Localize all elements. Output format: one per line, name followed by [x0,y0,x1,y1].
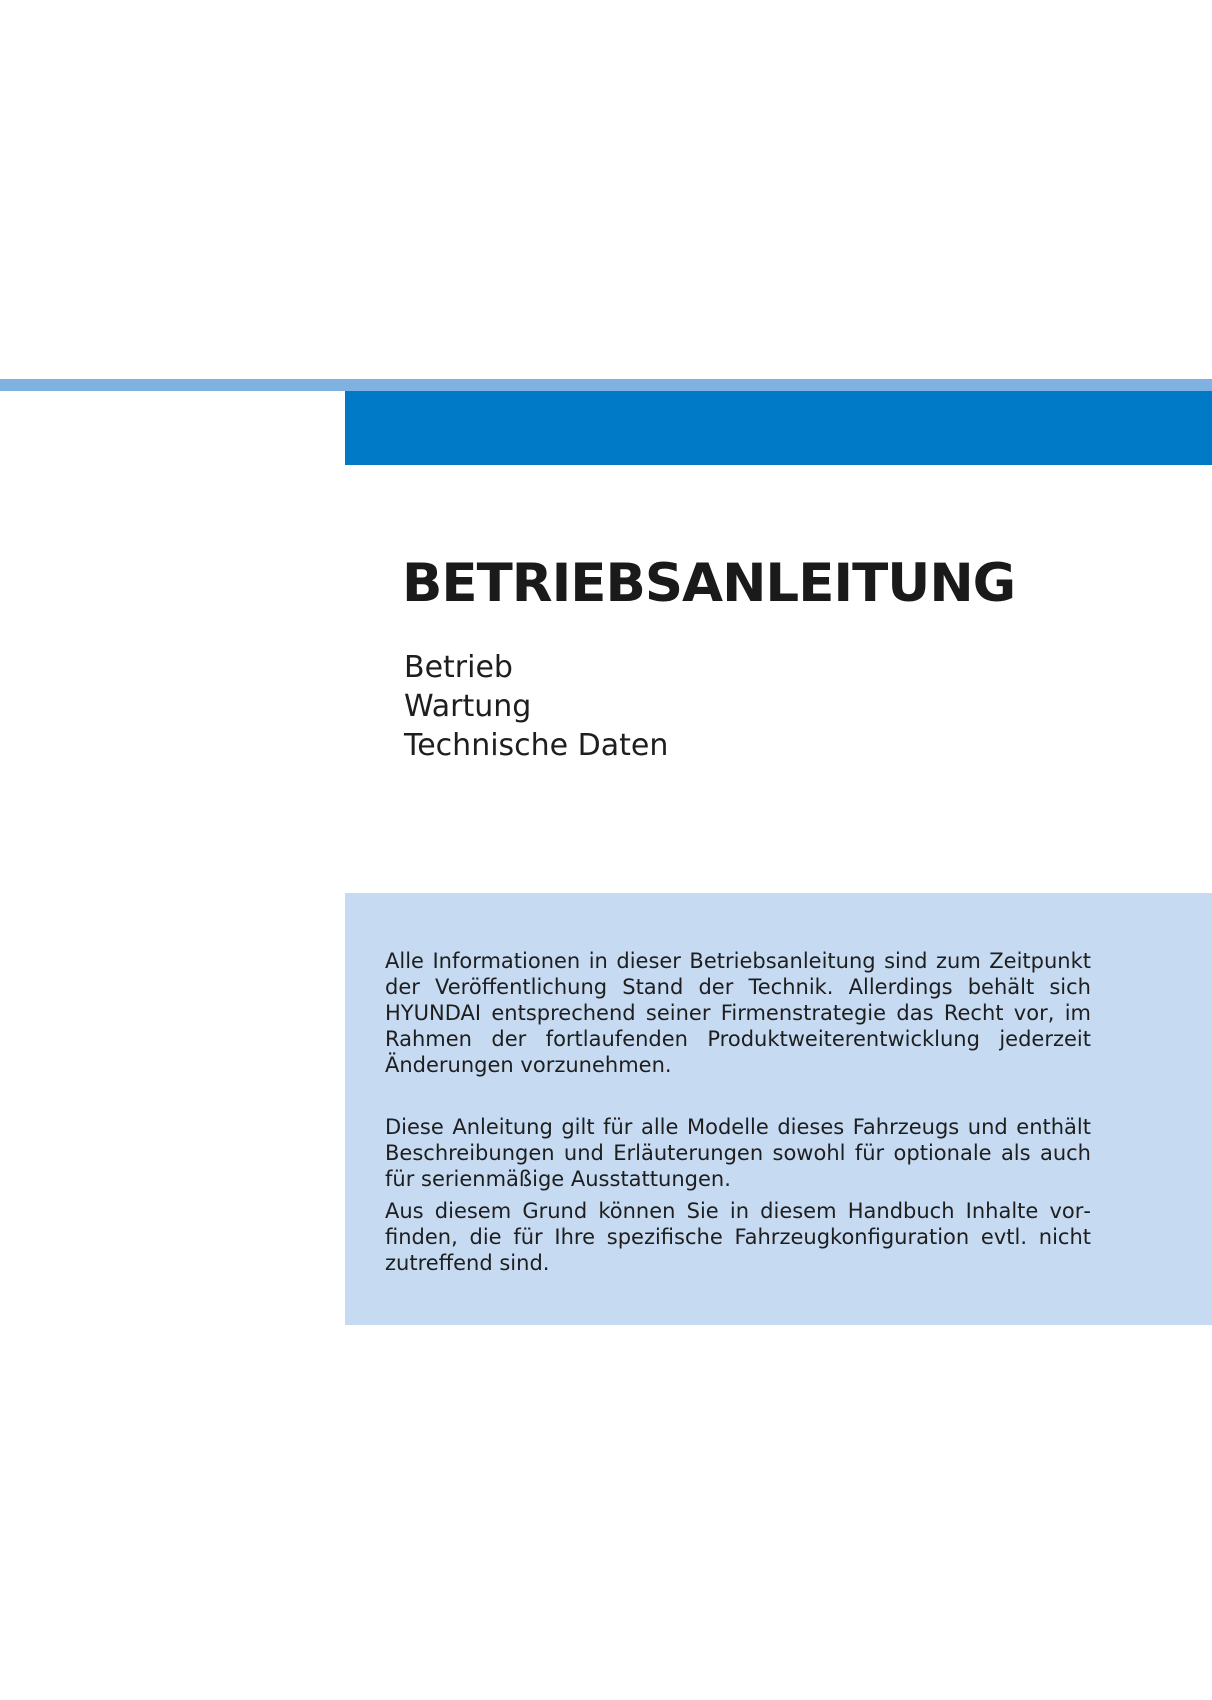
info-paragraph: Aus diesem Grund können Sie in diesem Handbuch Inhalte vorfinden, die für Ihre spezifische Fahrzeugkonfiguration evtl. nicht zutreffend sind. [385,1199,1091,1275]
info-box [345,893,1212,1325]
info-text [385,948,1091,1276]
header-band [345,391,1212,465]
subtitle-list [404,648,668,765]
subtitle-item: Wartung [404,689,532,724]
subtitle-item: Technische Daten [404,728,669,763]
subtitle-item: Betrieb [404,650,513,685]
page-title: BETRIEBSANLEITUNG [402,553,1016,614]
top-stripe [0,379,1212,391]
info-paragraph: Alle Informationen in dieser Betriebsanleitung sind zum Zeitpunkt der Veröffentlichung Stand der Technik. Allerdings behält sich HYUNDAI entsprechend seiner Firmenstrategie das Recht vor, im Rahmen der fortlaufenden Produktweiterentwicklung jederzeit Änderungen vorzunehmen. [385,949,1091,1077]
info-paragraph: Diese Anleitung gilt für alle Modelle dieses Fahrzeugs und enthält Beschreibungen und Erläuterungen sowohl für optionale als auch für serienmäßige Ausstattungen. [385,1115,1091,1191]
